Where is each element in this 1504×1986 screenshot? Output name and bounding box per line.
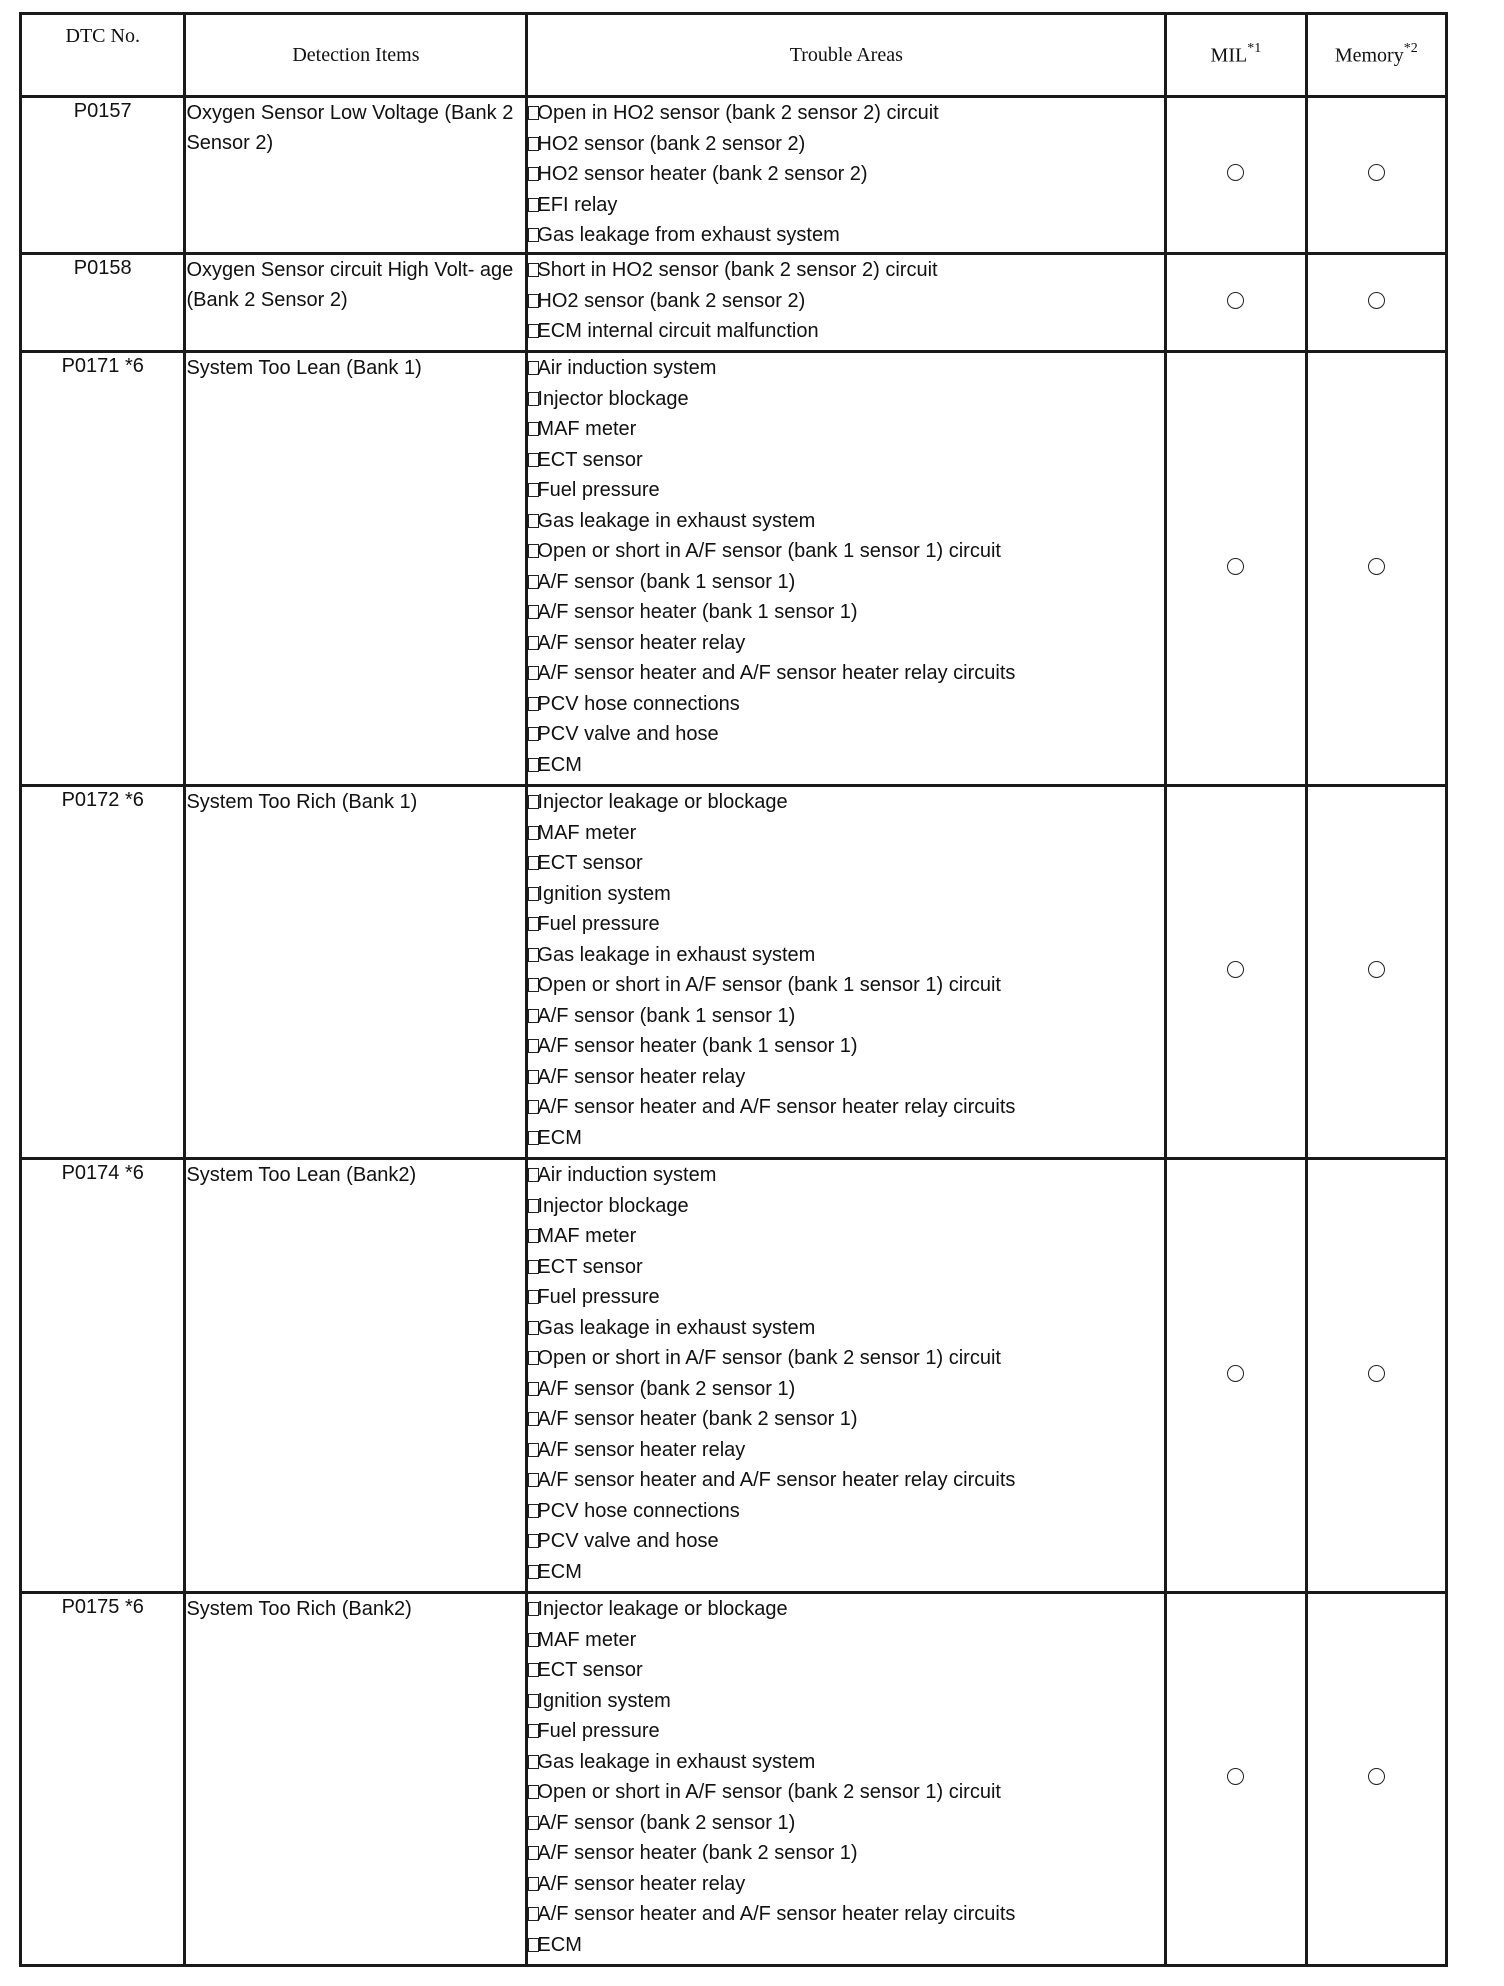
mil-cell: [1166, 254, 1306, 352]
trouble-area-item: [528, 255, 1164, 286]
trouble-area-item: [528, 536, 1164, 567]
trouble-area-text: ECT sensor: [537, 852, 643, 874]
trouble-area-text: Injector leakage or blockage: [537, 791, 788, 813]
trouble-area-item: [528, 1899, 1164, 1930]
trouble-area-text: A/F sensor heater and A/F sensor heater relay circuits: [537, 1903, 1016, 1925]
trouble-area-list: [528, 353, 1164, 780]
trouble-area-text: Injector leakage or blockage: [537, 1598, 788, 1620]
trouble-area-text: Injector blockage: [537, 1194, 689, 1217]
trouble-area-text: A/F sensor heater relay: [537, 1065, 746, 1088]
trouble-area-item: [528, 1594, 1164, 1625]
trouble-area-item: [528, 1374, 1164, 1405]
trouble-area-item: [528, 1655, 1164, 1686]
trouble-area-list: [528, 1594, 1164, 1960]
trouble-area-item: [528, 1123, 1164, 1154]
trouble-area-text: A/F sensor (bank 1 sensor 1): [537, 1004, 796, 1027]
trouble-area-text: Ignition system: [537, 1689, 671, 1712]
trouble-area-text: Fuel pressure: [537, 1286, 660, 1308]
trouble-area-text: Injector blockage: [537, 387, 689, 410]
mil-circle-icon: [1227, 164, 1244, 181]
trouble-area-text: MAF meter: [537, 418, 637, 440]
memory-cell: [1306, 1593, 1446, 1966]
trouble-area-text: Open or short in A/F sensor (bank 2 sensor 1) circuit: [537, 1347, 1001, 1369]
trouble-area-item: [528, 384, 1164, 415]
trouble-area-item: [528, 848, 1164, 879]
memory-footnote: *2: [1403, 40, 1418, 56]
trouble-area-item: [528, 1001, 1164, 1032]
detection-item: System Too Rich (Bank 1): [185, 786, 527, 1159]
trouble-area-item: [528, 316, 1164, 347]
trouble-area-item: [528, 1252, 1164, 1283]
trouble-area-item: [528, 1777, 1164, 1808]
trouble-area-list: [528, 255, 1164, 347]
mil-cell: [1166, 352, 1306, 786]
trouble-area-text: ECT sensor: [537, 1659, 643, 1681]
header-dtc-no: DTC No.: [21, 14, 185, 97]
trouble-area-list: [528, 1160, 1164, 1587]
trouble-area-text: PCV valve and hose: [537, 1530, 719, 1552]
trouble-area-item: [528, 879, 1164, 910]
trouble-area-text: MAF meter: [537, 1225, 637, 1247]
trouble-area-text: PCV hose connections: [537, 692, 740, 715]
trouble-area-list: [528, 787, 1164, 1153]
memory-cell: [1306, 786, 1446, 1159]
dtc-row: [21, 786, 1447, 1159]
dtc-code: P0175 *6: [21, 1593, 185, 1966]
mil-footnote: *1: [1247, 40, 1262, 56]
trouble-area-text: EFI relay: [537, 193, 618, 216]
trouble-area-text: Open in HO2 sensor (bank 2 sensor 2) circuit: [537, 102, 939, 124]
trouble-area-item: [528, 909, 1164, 940]
header-detection-items: Detection Items: [185, 14, 527, 97]
trouble-area-item: [528, 286, 1164, 317]
trouble-area-text: A/F sensor heater relay: [537, 1438, 746, 1461]
mil-cell: [1166, 97, 1306, 254]
dtc-code: P0158: [21, 254, 185, 352]
mil-cell: [1166, 786, 1306, 1159]
trouble-area-text: Open or short in A/F sensor (bank 2 sensor 1) circuit: [537, 1781, 1001, 1803]
trouble-area-text: Gas leakage in exhaust system: [537, 1750, 816, 1773]
trouble-area-item: [528, 1160, 1164, 1191]
trouble-area-item: [528, 220, 1164, 251]
trouble-area-text: Gas leakage in exhaust system: [537, 509, 816, 532]
trouble-area-item: [528, 970, 1164, 1001]
trouble-area-text: A/F sensor heater (bank 2 sensor 1): [537, 1842, 858, 1864]
trouble-area-item: [528, 787, 1164, 818]
trouble-area-item: [528, 414, 1164, 445]
header-memory: Memory$^{*2}$: [1306, 14, 1446, 97]
memory-circle-icon: [1368, 292, 1385, 309]
trouble-area-item: [528, 1343, 1164, 1374]
trouble-area-item: [528, 750, 1164, 781]
trouble-area-list: [528, 98, 1164, 251]
trouble-area-item: [528, 1191, 1164, 1222]
header-mil: MIL$^{*1}$: [1166, 14, 1306, 97]
trouble-area-item: [528, 1221, 1164, 1252]
trouble-area-text: Fuel pressure: [537, 1720, 660, 1742]
trouble-areas: [527, 1593, 1166, 1966]
trouble-area-text: Fuel pressure: [537, 913, 660, 935]
detection-item: Oxygen Sensor circuit High Volt- age (Bank 2 Sensor 2): [185, 254, 527, 352]
trouble-area-text: A/F sensor (bank 1 sensor 1): [537, 570, 796, 593]
detection-item: System Too Rich (Bank2): [185, 1593, 527, 1966]
trouble-areas: [527, 1159, 1166, 1593]
trouble-area-item: [528, 475, 1164, 506]
trouble-area-text: Short in HO2 sensor (bank 2 sensor 2) circuit: [537, 259, 938, 281]
trouble-area-text: PCV valve and hose: [537, 723, 719, 745]
trouble-area-text: Gas leakage from exhaust system: [537, 224, 840, 246]
trouble-area-text: A/F sensor heater (bank 1 sensor 1): [537, 1035, 858, 1057]
trouble-area-item: [528, 1404, 1164, 1435]
trouble-areas: [527, 254, 1166, 352]
trouble-area-text: A/F sensor heater relay: [537, 1872, 746, 1895]
trouble-area-item: [528, 1747, 1164, 1778]
trouble-area-item: [528, 1625, 1164, 1656]
mil-circle-icon: [1227, 292, 1244, 309]
trouble-area-text: ECM: [537, 1933, 582, 1956]
memory-circle-icon: [1368, 961, 1385, 978]
trouble-area-item: [528, 1869, 1164, 1900]
dtc-code: P0172 *6: [21, 786, 185, 1159]
trouble-area-item: [528, 353, 1164, 384]
trouble-area-text: A/F sensor heater (bank 1 sensor 1): [537, 601, 858, 623]
trouble-area-item: [528, 1526, 1164, 1557]
trouble-area-item: [528, 719, 1164, 750]
memory-circle-icon: [1368, 1768, 1385, 1785]
trouble-area-text: A/F sensor (bank 2 sensor 1): [537, 1377, 796, 1400]
dtc-row: [21, 1593, 1447, 1966]
memory-circle-icon: [1368, 1365, 1385, 1382]
trouble-area-item: [528, 445, 1164, 476]
detection-item: Oxygen Sensor Low Voltage (Bank 2 Sensor 2): [185, 97, 527, 254]
dtc-row: [21, 97, 1447, 254]
mil-cell: [1166, 1593, 1306, 1966]
trouble-area-item: [528, 129, 1164, 160]
trouble-area-item: [528, 1031, 1164, 1062]
trouble-area-item: [528, 1062, 1164, 1093]
trouble-areas: [527, 786, 1166, 1159]
trouble-areas: [527, 352, 1166, 786]
header-trouble-areas: Trouble Areas: [527, 14, 1166, 97]
mil-cell: [1166, 1159, 1306, 1593]
mil-circle-icon: [1227, 558, 1244, 575]
trouble-area-text: PCV hose connections: [537, 1499, 740, 1522]
trouble-area-text: HO2 sensor (bank 2 sensor 2): [537, 289, 806, 312]
trouble-area-text: HO2 sensor (bank 2 sensor 2): [537, 132, 806, 155]
trouble-area-text: A/F sensor heater and A/F sensor heater relay circuits: [537, 662, 1016, 684]
dtc-table: [19, 12, 1448, 1967]
trouble-area-item: [528, 1686, 1164, 1717]
trouble-area-item: [528, 190, 1164, 221]
dtc-code: P0157: [21, 97, 185, 254]
trouble-area-item: [528, 98, 1164, 129]
trouble-area-text: Fuel pressure: [537, 479, 660, 501]
trouble-area-text: MAF meter: [537, 821, 637, 844]
trouble-area-text: A/F sensor heater and A/F sensor heater relay circuits: [537, 1469, 1016, 1491]
dtc-row: [21, 352, 1447, 786]
detection-item: System Too Lean (Bank2): [185, 1159, 527, 1593]
trouble-area-item: [528, 1435, 1164, 1466]
trouble-area-item: [528, 940, 1164, 971]
trouble-area-text: Gas leakage in exhaust system: [537, 943, 816, 966]
trouble-area-item: [528, 1282, 1164, 1313]
trouble-area-text: ECT sensor: [537, 448, 643, 471]
trouble-area-item: [528, 628, 1164, 659]
dtc-code: P0171 *6: [21, 352, 185, 786]
trouble-area-item: [528, 506, 1164, 537]
dtc-code: P0174 *6: [21, 1159, 185, 1593]
dtc-row: [21, 1159, 1447, 1593]
memory-cell: [1306, 254, 1446, 352]
trouble-area-text: A/F sensor heater relay: [537, 631, 746, 654]
memory-cell: [1306, 352, 1446, 786]
mil-circle-icon: [1227, 1365, 1244, 1382]
trouble-areas: [527, 97, 1166, 254]
trouble-area-item: [528, 159, 1164, 190]
trouble-area-text: Air induction system: [537, 1164, 717, 1186]
trouble-area-text: ECM: [537, 1560, 582, 1583]
detection-item: System Too Lean (Bank 1): [185, 352, 527, 786]
trouble-area-item: [528, 818, 1164, 849]
trouble-area-text: ECT sensor: [537, 1255, 643, 1278]
header-row: [21, 14, 1447, 97]
trouble-area-item: [528, 1716, 1164, 1747]
trouble-area-text: Open or short in A/F sensor (bank 1 sensor 1) circuit: [537, 540, 1001, 562]
trouble-area-text: Gas leakage in exhaust system: [537, 1316, 816, 1339]
trouble-area-text: A/F sensor heater (bank 2 sensor 1): [537, 1408, 858, 1430]
memory-cell: [1306, 97, 1446, 254]
trouble-area-item: [528, 1465, 1164, 1496]
trouble-area-item: [528, 658, 1164, 689]
trouble-area-text: Air induction system: [537, 357, 717, 379]
mil-circle-icon: [1227, 1768, 1244, 1785]
memory-circle-icon: [1368, 164, 1385, 181]
trouble-area-item: [528, 689, 1164, 720]
trouble-area-item: [528, 1930, 1164, 1961]
mil-circle-icon: [1227, 961, 1244, 978]
trouble-area-item: [528, 1313, 1164, 1344]
trouble-area-item: [528, 1808, 1164, 1839]
trouble-area-item: [528, 1092, 1164, 1123]
trouble-area-text: A/F sensor (bank 2 sensor 1): [537, 1811, 796, 1834]
trouble-area-text: A/F sensor heater and A/F sensor heater relay circuits: [537, 1096, 1016, 1118]
trouble-area-text: HO2 sensor heater (bank 2 sensor 2): [537, 163, 868, 185]
dtc-row: [21, 254, 1447, 352]
trouble-area-item: [528, 597, 1164, 628]
trouble-area-text: Ignition system: [537, 882, 671, 905]
trouble-area-text: MAF meter: [537, 1628, 637, 1651]
trouble-area-item: [528, 567, 1164, 598]
memory-cell: [1306, 1159, 1446, 1593]
trouble-area-text: Open or short in A/F sensor (bank 1 sensor 1) circuit: [537, 974, 1001, 996]
trouble-area-text: ECM: [537, 1126, 582, 1149]
trouble-area-text: ECM internal circuit malfunction: [537, 320, 819, 342]
trouble-area-item: [528, 1557, 1164, 1588]
trouble-area-text: ECM: [537, 753, 582, 776]
memory-circle-icon: [1368, 558, 1385, 575]
trouble-area-item: [528, 1838, 1164, 1869]
trouble-area-item: [528, 1496, 1164, 1527]
